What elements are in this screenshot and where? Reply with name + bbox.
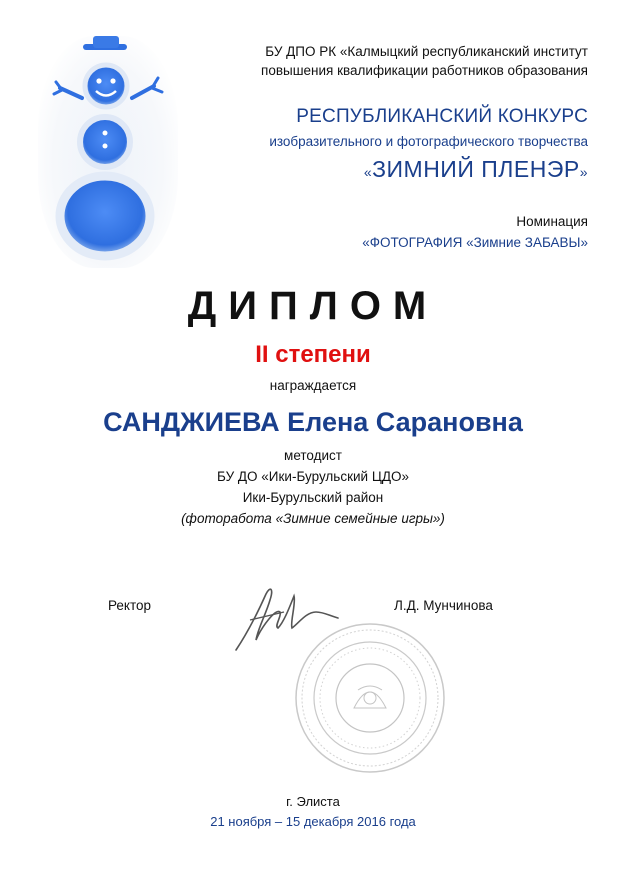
recipient-position: методист xyxy=(284,448,342,463)
contest-title: РЕСПУБЛИКАНСКИЙ КОНКУРС xyxy=(296,106,588,127)
org-line-2: повышения квалификации работников образования xyxy=(261,63,588,78)
recipient-name: САНДЖИЕВА Елена Сарановна xyxy=(103,407,523,437)
nomination-value: «ФОТОГРАФИЯ «Зимние ЗАБАВЫ» xyxy=(362,235,588,250)
official-seal xyxy=(292,620,448,781)
recipient-organization: БУ ДО «Ики-Бурульский ЦДО» xyxy=(217,469,409,484)
diploma-title: ДИПЛОМ xyxy=(187,284,439,328)
recipient-district: Ики-Бурульский район xyxy=(242,490,384,505)
diploma-degree: II степени xyxy=(255,341,371,368)
organization-header xyxy=(168,42,588,80)
contest-name-close-quote: » xyxy=(579,164,588,180)
snowman-illustration xyxy=(38,36,178,268)
org-line-1: БУ ДПО РК «Калмыцкий республиканский институт xyxy=(265,44,588,59)
nomination-label: Номинация xyxy=(516,214,588,229)
rector-name: Л.Д. Мунчинова xyxy=(394,598,493,613)
footer-city: г. Элиста xyxy=(286,794,340,809)
awarded-text: награждается xyxy=(269,378,357,393)
contest-name-open-quote: « xyxy=(363,164,373,180)
footer-dates: 21 ноября – 15 декабря 2016 года xyxy=(210,814,416,829)
rector-label: Ректор xyxy=(108,598,152,613)
contest-name xyxy=(364,156,588,183)
contest-subtitle: изобразительного и фотографического творчества xyxy=(269,134,588,149)
contest-name-text: ЗИМНИЙ ПЛЕНЭР xyxy=(372,156,580,182)
snowman-icon xyxy=(38,36,178,268)
recipient-work: (фоторабота «Зимние семейные игры») xyxy=(181,511,445,526)
